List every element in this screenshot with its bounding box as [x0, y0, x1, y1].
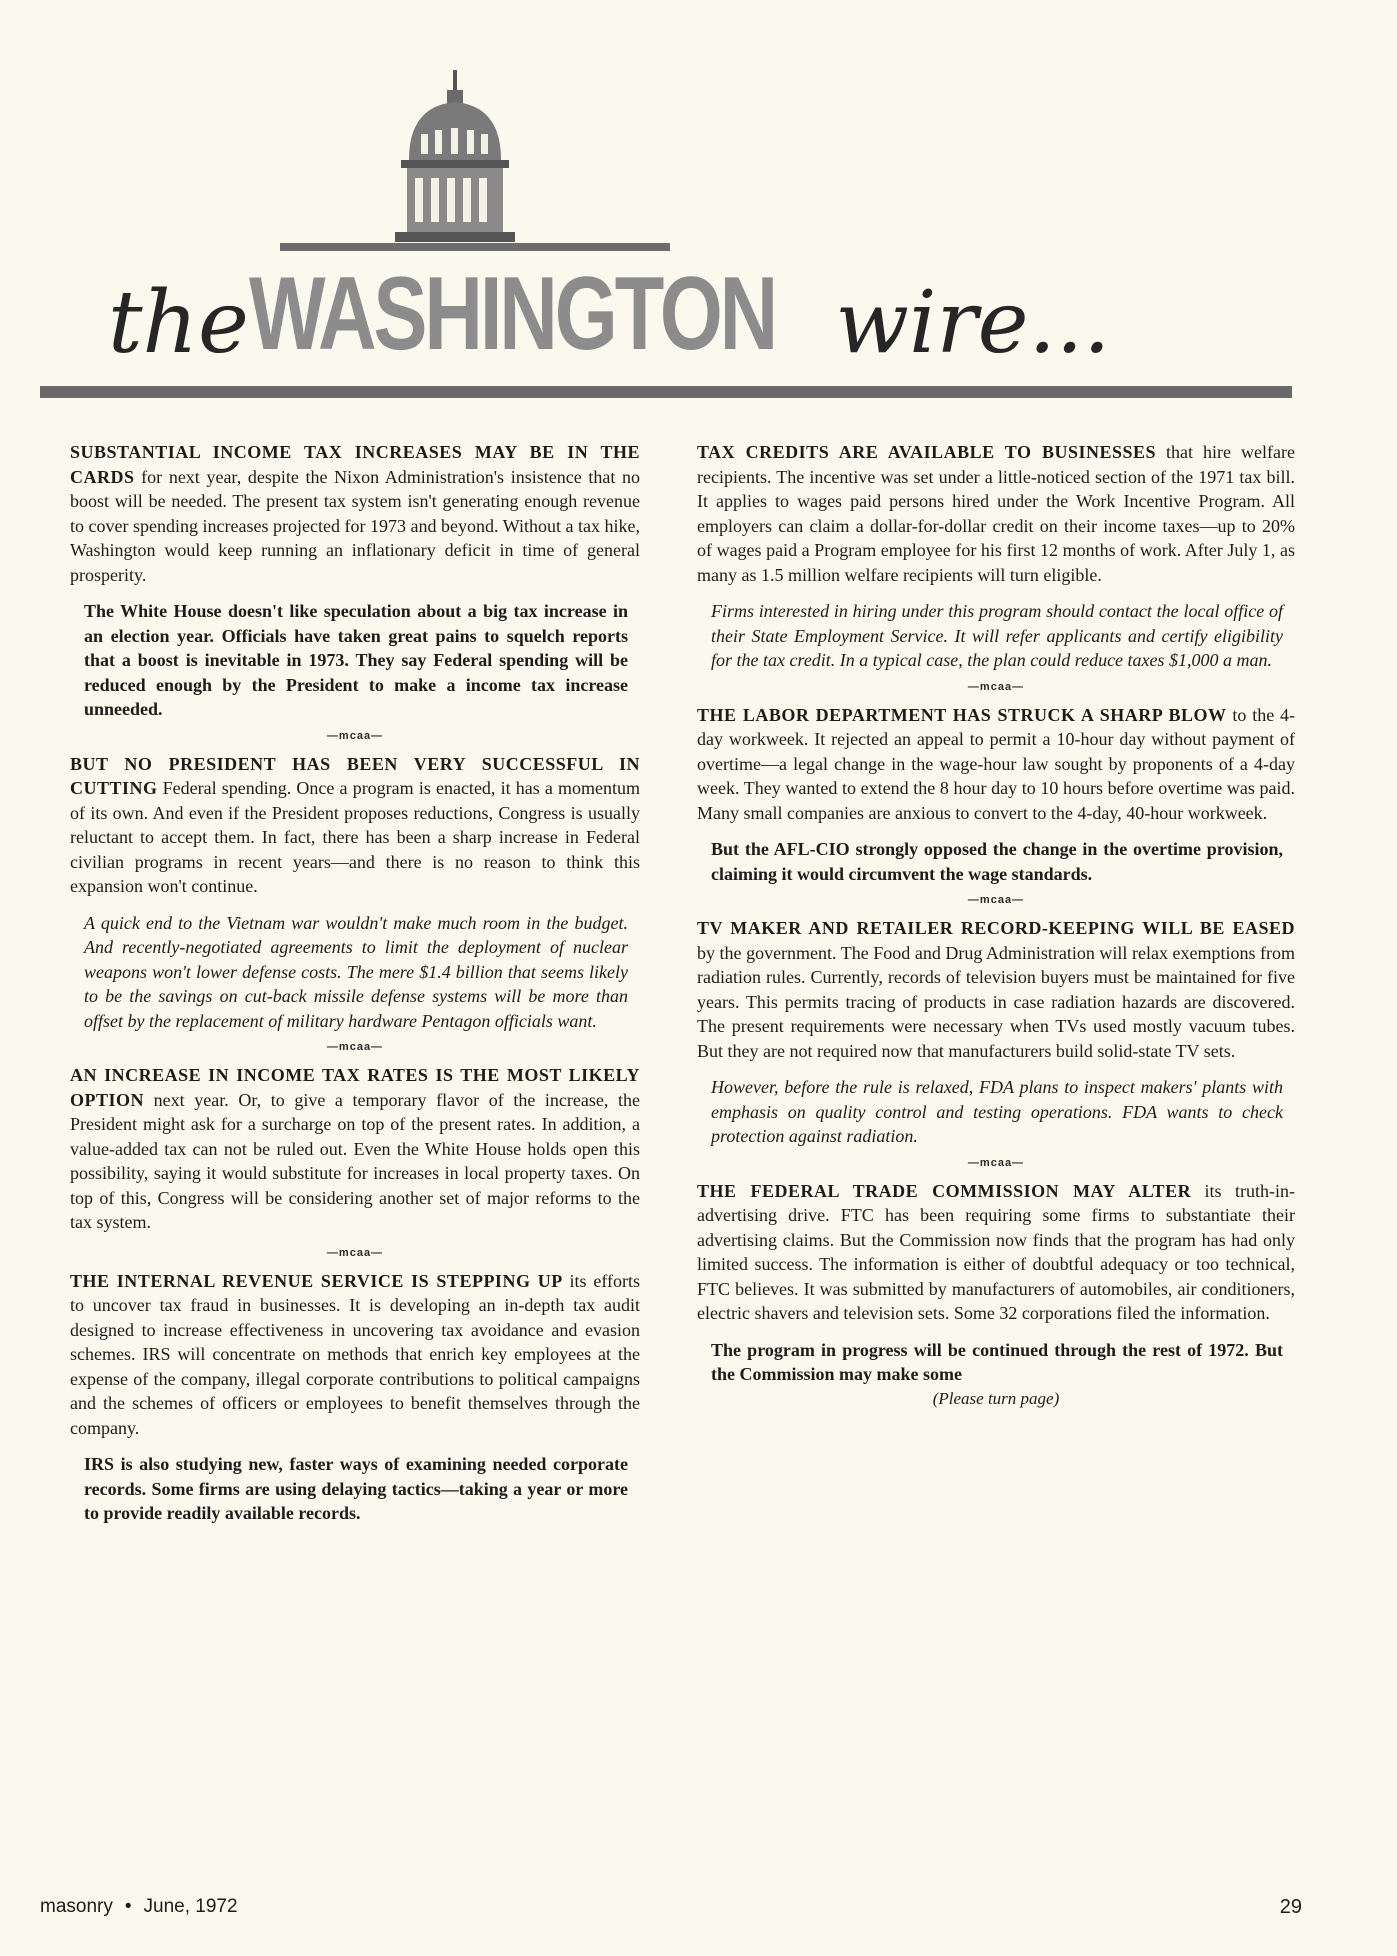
logo-prefix: the: [108, 273, 249, 373]
article-lead: THE LABOR DEPARTMENT HAS STRUCK A SHARP BLOW: [697, 704, 1227, 725]
left-column: [70, 440, 640, 1526]
article-lead: TV MAKER AND RETAILER RECORD-KEEPING WILL BE EASED: [697, 918, 1295, 938]
article-body: Federal spending. Once a program is enacted, it has a momentum of its own. And even if the President proposes reductions, Congress is usually reluctant to accept them. In fact, there has been a sharp increase in Federal civilian programs in recent years—and there is no reason to think this expansion won't continue.: [70, 778, 640, 896]
logo-title: WASHINGTON: [248, 256, 775, 372]
article-paragraph: [697, 1179, 1295, 1326]
article-body: its efforts to uncover tax fraud in businesses. It is developing an in-depth tax audit designed to increase effectiveness in uncovering tax avoidance and evasion schemes. IRS will concentrate on methods that enrich key employees at the expense of the company, illegal corporate contributions to political campaigns and the schemes of officers or employees to benefit themselves through the company.: [70, 1270, 640, 1438]
footer-publication: [40, 1896, 238, 1918]
article-body: that hire welfare recipients. The incentive was set under a little-noticed section of the 1971 tax bill. It applies to wages paid persons hired under the Work Incentive Program. All employers can claim a dollar-for-dollar credit on their income taxes—up to 20% of wages paid a Program employee for his first 12 months of work. After July 1, as many as 1.5 million welfare recipients will turn eligible.: [697, 442, 1295, 585]
article-note: IRS is also studying new, faster ways of examining needed corporate records. Some firms are using delaying tactics—taking a year or more to provide readily available records.: [84, 1454, 628, 1523]
article-note: The White House doesn't like speculation about a big tax increase in an election year. Officials have taken great pains to squelch reports that a boost is inevitable in 1973. They say Federal spending will be reduced enough by the President to make a income tax increase unneeded.: [84, 601, 628, 719]
article-paragraph: [697, 440, 1295, 587]
masthead: [0, 0, 1397, 410]
article-lead: SUBSTANTIAL INCOME TAX INCREASES MAY BE IN THE CARDS: [70, 442, 640, 487]
article-paragraph: [70, 440, 640, 587]
article-body: next year. Or, to give a temporary flavor of the increase, the President might ask for a surcharge on top of the present rates. In addition, a value-added tax can not be ruled out. Even the White House holds open this possibility, saying it would substitute for increases in local property taxes. On top of this, Congress will be considering another set of major reforms to the tax system.: [70, 1089, 640, 1232]
article-body: for next year, despite the Nixon Administration's insistence that no boost will be needed. The present tax system isn't generating enough revenue to cover spending increases projected for 1973 and beyond. Without a tax hike, Washington would keep running an inflationary deficit in time of general prosperity.: [70, 466, 640, 585]
footer-bullet: •: [124, 1896, 132, 1917]
article-paragraph: [70, 752, 640, 899]
article-body: by the government. The Food and Drug Administration will relax exemptions from radiation rules. Currently, records of television buyers must be maintained for five years. This permits tracing of products in case radiation hazards are discovered. The present requirements were necessary when TVs used mostly vacuum tubes. But they are not required now that manufacturers build solid-state TV sets.: [697, 942, 1295, 1061]
article-note: But the AFL-CIO strongly opposed the change in the overtime provision, claiming it would circumvent the wage standards.: [711, 839, 1283, 884]
article-note: The program in progress will be continued through the rest of 1972. But the Commission may make some: [711, 1339, 1283, 1384]
article-lead: AN INCREASE IN INCOME TAX RATES IS THE MOST LIKELY OPTION: [70, 1065, 640, 1110]
article-body: to the 4-day workweek. It rejected an appeal to permit a 10-hour day without payment of overtime—a legal change in the wage-hour law sought by proponents of a 4-day week. They wanted to extend the 8 hour day to 10 hours before overtime was paid. Many small companies are anxious to convert to the 4-day, 40-hour workweek.: [697, 704, 1295, 823]
section-separator: —mcaa—: [326, 1246, 384, 1259]
article-note: However, before the rule is relaxed, FDA plans to inspect makers' plants with emphasis on quality control and testing operations. FDA wants to check protection against radiation.: [711, 1077, 1283, 1146]
article-lead: THE INTERNAL REVENUE SERVICE IS STEPPING UP: [70, 1270, 563, 1291]
logo-suffix: wire...: [835, 273, 1111, 373]
article-lead: THE FEDERAL TRADE COMMISSION MAY ALTER: [697, 1180, 1192, 1201]
section-separator: —mcaa—: [967, 1156, 1025, 1169]
article-note: Firms interested in hiring under this program should contact the local office of their State Employment Service. It will refer applicants and certify eligibility for the tax credit. In a typical case, the plan could reduce taxes $1,000 a man.: [711, 601, 1283, 670]
issue-date: June, 1972: [143, 1896, 238, 1917]
article-paragraph: [70, 1063, 640, 1235]
article-lead: BUT NO PRESIDENT HAS BEEN VERY SUCCESSFUL IN CUTTING: [70, 753, 640, 798]
masthead-logo: [108, 256, 1111, 374]
section-separator: —mcaa—: [326, 729, 384, 742]
section-separator: —mcaa—: [967, 894, 1025, 906]
article-note: A quick end to the Vietnam war wouldn't make much room in the budget. And recently-negotiated agreements to limit the deployment of nuclear weapons won't lower defense costs. The mere $1.4 billion that seems likely to be the savings on cut-back missile defense systems will be more than offset by the replacement of military hardware Pentagon officials want.: [84, 912, 628, 1031]
masthead-rule-top: [280, 243, 670, 251]
masthead-rule-bottom: [40, 386, 1292, 398]
capitol-dome-icon: [395, 62, 515, 242]
article-lead: TAX CREDITS ARE AVAILABLE TO BUSINESSES: [697, 442, 1157, 462]
page-number: 29: [1279, 1896, 1302, 1918]
article-paragraph: [697, 703, 1295, 826]
article-body: its truth-in-advertising drive. FTC has been requiring some firms to substantiate their advertising claims. But the Commission now finds that the program has had only limited success. The information is either of doubtful adequacy or too technical, FTC believes. It was submitted by manufacturers of automobiles, air conditioners, electric shavers and television sets. Some 32 corporations filed the information.: [697, 1180, 1295, 1323]
continued-note: (Please turn page): [932, 1388, 1060, 1408]
right-column: [697, 440, 1295, 1409]
section-separator: —mcaa—: [967, 680, 1025, 693]
article-paragraph: [697, 916, 1295, 1063]
article-paragraph: [70, 1269, 640, 1441]
section-separator: —mcaa—: [326, 1041, 384, 1053]
publication-name: masonry: [40, 1896, 113, 1917]
